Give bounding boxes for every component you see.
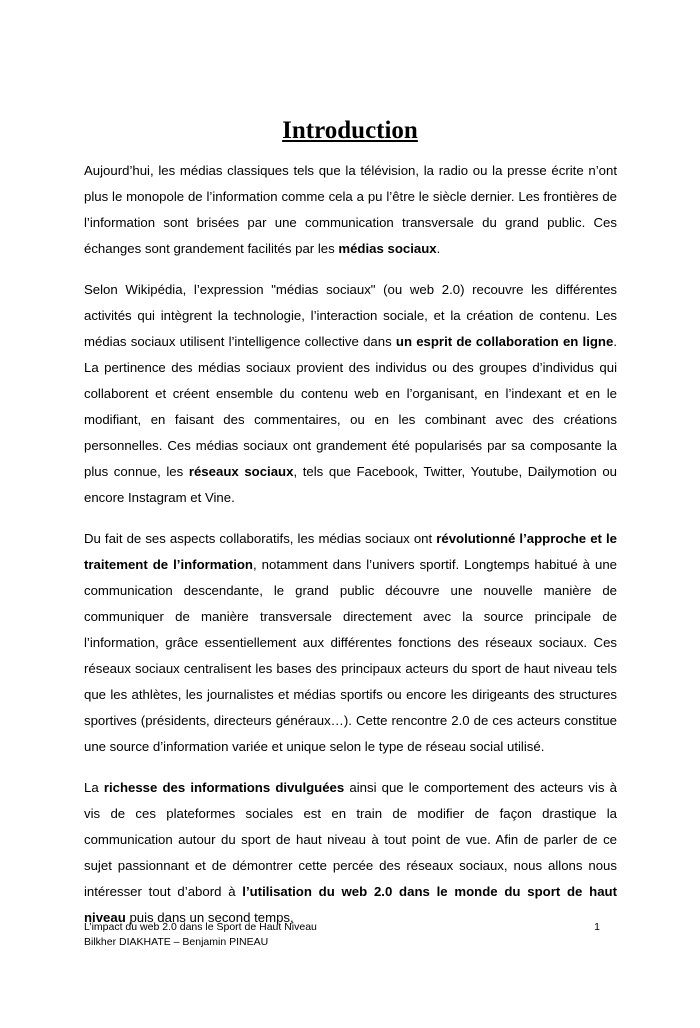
page-number: 1 (594, 921, 600, 933)
page-footer (84, 920, 600, 950)
text-run: , tels que Facebook, Twitter, Youtube, Dailymotion ou encore Instagram et Vine. (84, 464, 617, 505)
text-run: puis dans un second temps, (125, 910, 294, 925)
paragraph (84, 277, 617, 511)
text-run: La (84, 780, 104, 795)
paragraph (84, 775, 617, 931)
text-run: Selon Wikipédia, l’expression "médias sociaux" (ou web 2.0) recouvre les différentes activités qui intègrent la technologie, l’interaction sociale, et la création de contenu. Les médias sociaux utilisent l’intelligence collective dans (84, 282, 617, 349)
text-run: Aujourd’hui, les médias classiques tels que la télévision, la radio ou la presse écrite n’ont plus le monopole de l’information comme cela a pu l’être le siècle dernier. Les frontières de l’information sont brisées par une communication transversale du grand public. Ces échanges sont grandement facilités par les (84, 163, 617, 256)
paragraph (84, 158, 617, 262)
bold-text: médias sociaux (338, 241, 437, 256)
text-run: . (436, 241, 441, 256)
paragraph (84, 526, 617, 760)
bold-text: un esprit de collaboration en ligne (395, 334, 614, 349)
footer-document-title: L’impact du web 2.0 dans le Sport de Haut Niveau (84, 921, 317, 933)
bold-text: réseaux sociaux (188, 464, 294, 479)
bold-text: révolutionné l’approche et le traitement de l’information (84, 531, 617, 572)
bold-text: l’utilisation du web 2.0 dans le monde du sport de haut niveau (84, 884, 617, 925)
body-text (84, 158, 617, 946)
text-run: . La pertinence des médias sociaux provient des individus ou des groupes d’individus qui collaborent et créent ensemble du contenu web en l’organisant, en l’indexant et en le modifiant, en faisant des commentaires, ou en les combinant avec des créations personnelles. Ces médias sociaux ont grandement été popularisés par sa composante la plus connue, les (84, 334, 617, 479)
bold-text: richesse des informations divulguées (103, 780, 345, 795)
page-title: Introduction (282, 117, 418, 144)
text-run: Du fait de ses aspects collaboratifs, les médias sociaux ont (84, 531, 437, 546)
text-run: , notamment dans l’univers sportif. Longtemps habitué à une communication descendante, le grand public découvre une nouvelle manière de communiquer de manière transversale directement avec la source principale de l’information, grâce essentiellement aux différentes fonctions des réseaux sociaux. Ces réseaux sociaux centralisent les bases des principaux acteurs du sport de haut niveau tels que les athlètes, les journalistes et médias sportifs ou encore les dirigeants des structures sportives (présidents, directeurs généraux…). Cette rencontre 2.0 de ces acteurs constitue une source d’information variée et unique selon le type de réseau social utilisé. (84, 557, 618, 754)
footer-authors: Bilkher DIAKHATE – Benjamin PINEAU (84, 936, 269, 948)
text-run: ainsi que le comportement des acteurs vis à vis de ces plateformes sociales est en train de modifier de façon drastique la communication autour du sport de haut niveau à tout point de vue. Afin de parler de ce sujet passionnant et de démontrer cette percée des réseaux sociaux, nous allons nous intéresser tout d’abord à (84, 780, 617, 899)
